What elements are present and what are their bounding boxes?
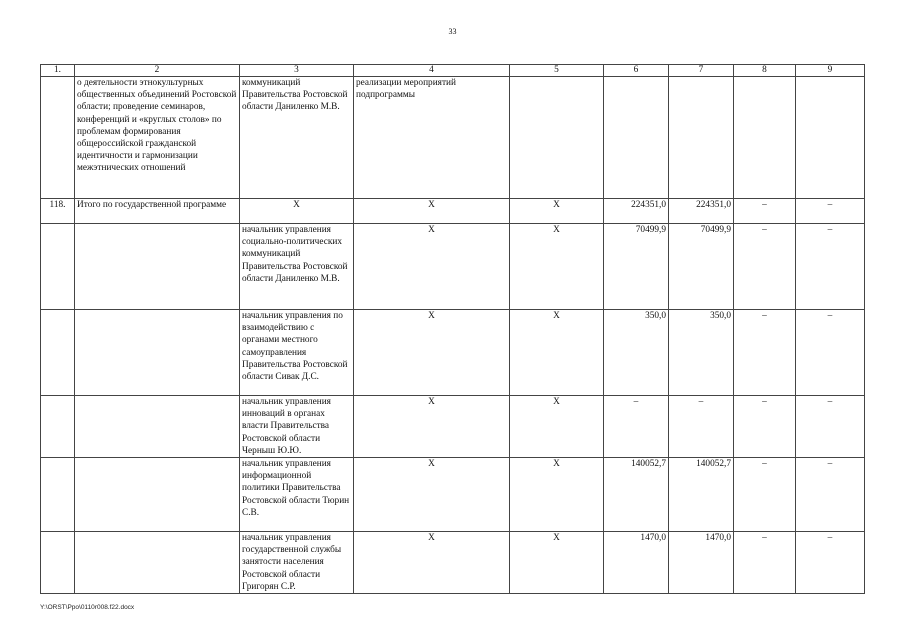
header-col-5: 5 xyxy=(510,65,604,77)
regional-budget: – xyxy=(669,396,734,458)
col-5-value: X xyxy=(510,224,604,310)
row-number xyxy=(41,310,75,396)
header-col-4: 4 xyxy=(354,65,510,77)
regional-budget: 140052,7 xyxy=(669,458,734,532)
measure-name xyxy=(75,396,240,458)
header-col-6: 6 xyxy=(604,65,669,77)
program-table xyxy=(40,64,865,594)
total-amount xyxy=(604,77,669,199)
measure-name xyxy=(75,224,240,310)
page-number: 33 xyxy=(448,27,457,36)
col-5-value: X xyxy=(510,199,604,224)
row-number: 118. xyxy=(41,199,75,224)
col-5-value: X xyxy=(510,310,604,396)
total-amount: 140052,7 xyxy=(604,458,669,532)
table-row xyxy=(41,77,865,199)
col-5-value xyxy=(510,77,604,199)
federal-budget: – xyxy=(734,199,796,224)
regional-budget: 1470,0 xyxy=(669,532,734,594)
table-row xyxy=(41,396,865,458)
table-row xyxy=(41,310,865,396)
header-col-3: 3 xyxy=(240,65,354,77)
responsible-executor: коммуникаций Правительства Ростовской области Даниленко М.В. xyxy=(240,77,354,199)
total-amount: 350,0 xyxy=(604,310,669,396)
total-amount: 224351,0 xyxy=(604,199,669,224)
expected-result: X xyxy=(354,199,510,224)
other-sources: – xyxy=(796,396,865,458)
responsible-executor: начальник управления социально-политических коммуникаций Правительства Ростовской области Даниленко М.В. xyxy=(240,224,354,310)
header-col-1: 1. xyxy=(41,65,75,77)
total-amount: 70499,9 xyxy=(604,224,669,310)
header-col-9: 9 xyxy=(796,65,865,77)
regional-budget xyxy=(669,77,734,199)
measure-name xyxy=(75,532,240,594)
federal-budget: – xyxy=(734,396,796,458)
col-5-value: X xyxy=(510,458,604,532)
federal-budget xyxy=(734,77,796,199)
federal-budget: – xyxy=(734,310,796,396)
row-number xyxy=(41,224,75,310)
regional-budget: 70499,9 xyxy=(669,224,734,310)
responsible-executor: начальник управления инноваций в органах власти Правительства Ростовской области Черныш Ю.Ю. xyxy=(240,396,354,458)
expected-result: X xyxy=(354,532,510,594)
expected-result: X xyxy=(354,396,510,458)
col-5-value: X xyxy=(510,396,604,458)
measure-name xyxy=(75,458,240,532)
responsible-executor: X xyxy=(240,199,354,224)
other-sources: – xyxy=(796,199,865,224)
expected-result: X xyxy=(354,310,510,396)
expected-result: X xyxy=(354,458,510,532)
table-header-row xyxy=(41,65,865,77)
federal-budget: – xyxy=(734,224,796,310)
table-row xyxy=(41,224,865,310)
federal-budget: – xyxy=(734,532,796,594)
row-number xyxy=(41,458,75,532)
total-amount: 1470,0 xyxy=(604,532,669,594)
row-number xyxy=(41,532,75,594)
total-amount: – xyxy=(604,396,669,458)
expected-result: X xyxy=(354,224,510,310)
other-sources: – xyxy=(796,310,865,396)
other-sources xyxy=(796,77,865,199)
responsible-executor: начальник управления по взаимодействию с органами местного самоуправления Правительства Ростовской области Сивак Д.С. xyxy=(240,310,354,396)
measure-name: о деятельности этнокультурных общественных объединений Ростовской области; проведение семинаров, конференций и «круглых столов» по проблемам формирования общероссийской гражданской идентичности и гармонизации межэтнических отношений xyxy=(75,77,240,199)
table-row xyxy=(41,532,865,594)
responsible-executor: начальник управления информационной политики Правительства Ростовской области Тюрин С.В. xyxy=(240,458,354,532)
table-row xyxy=(41,458,865,532)
header-col-8: 8 xyxy=(734,65,796,77)
regional-budget: 224351,0 xyxy=(669,199,734,224)
other-sources: – xyxy=(796,458,865,532)
expected-result: реализации мероприятий подпрограммы xyxy=(354,77,510,199)
row-number xyxy=(41,396,75,458)
measure-name: Итого по государственной программе xyxy=(75,199,240,224)
table-row xyxy=(41,199,865,224)
header-col-2: 2 xyxy=(75,65,240,77)
row-number xyxy=(41,77,75,199)
federal-budget: – xyxy=(734,458,796,532)
other-sources: – xyxy=(796,532,865,594)
measure-name xyxy=(75,310,240,396)
responsible-executor: начальник управления государственной службы занятости населения Ростовской области Григорян С.Р. xyxy=(240,532,354,594)
file-path-footer: Y:\ORST\Ppo\0110r008.f22.docx xyxy=(40,604,135,611)
col-5-value: X xyxy=(510,532,604,594)
other-sources: – xyxy=(796,224,865,310)
header-col-7: 7 xyxy=(669,65,734,77)
regional-budget: 350,0 xyxy=(669,310,734,396)
